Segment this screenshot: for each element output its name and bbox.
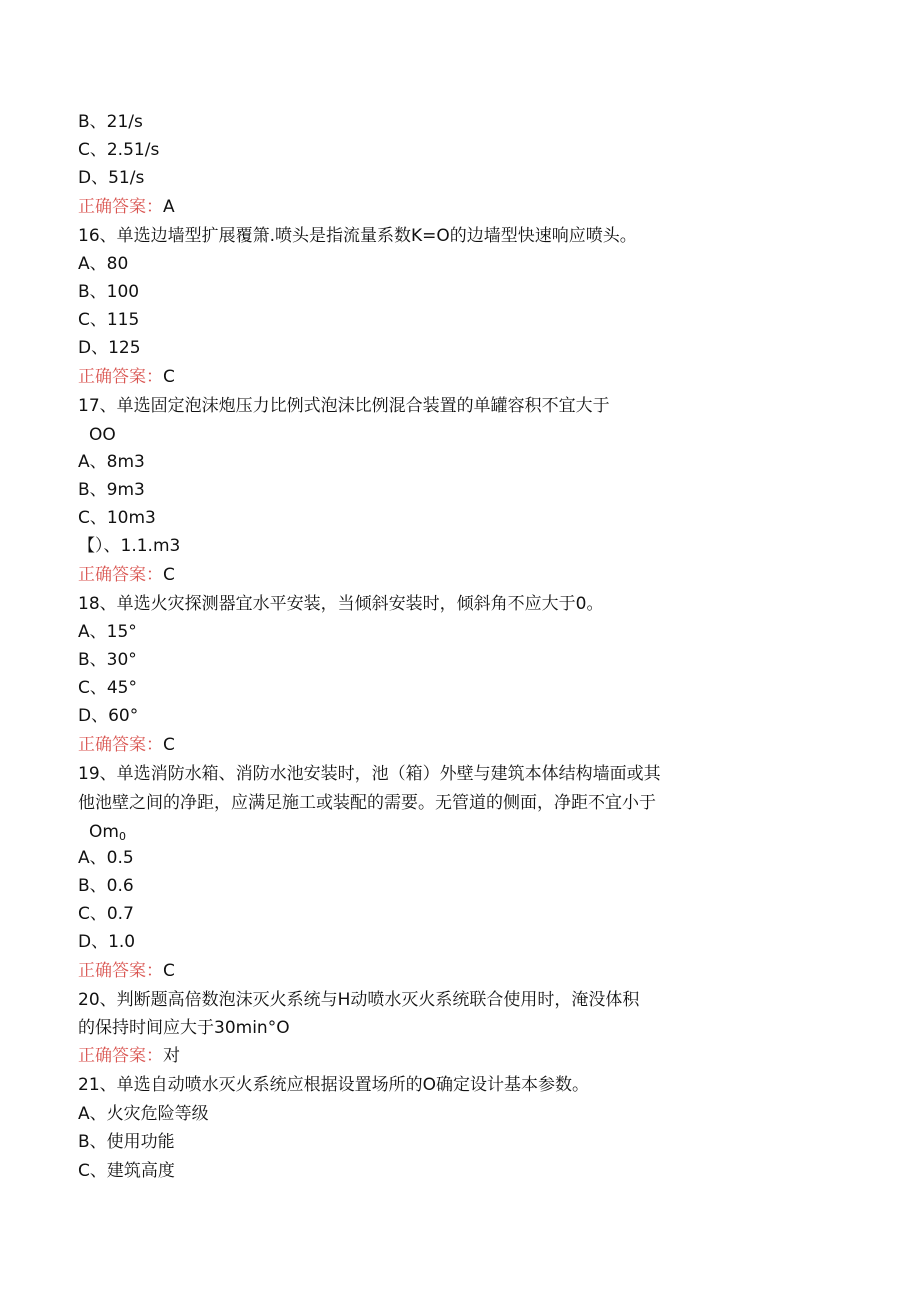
subscript-text: 0 — [118, 830, 126, 843]
option-line: C、2.51/s — [78, 140, 160, 160]
option-line: B、0.6 — [78, 876, 134, 896]
answer-value: C — [163, 735, 175, 755]
option-line: A、0.5 — [78, 848, 134, 868]
option-line: A、15° — [78, 622, 137, 642]
option-line: C、0.7 — [78, 904, 134, 924]
question-line: 他池壁之间的净距，应满足施工或装配的需要。无管道的侧面，净距不宜小于 — [78, 793, 656, 813]
option-line: B、30° — [78, 650, 137, 670]
option-line: C、45° — [78, 678, 138, 698]
answer-value: C — [163, 367, 175, 387]
option-line: C、115 — [78, 310, 140, 330]
option-line: D、1.0 — [78, 932, 136, 952]
answer-label: 正确答案： — [78, 961, 163, 981]
question-continuation: OO — [89, 425, 116, 445]
answer-label: 正确答案： — [78, 367, 163, 387]
continuation-text: Om — [89, 822, 119, 842]
option-line: D、51/s — [78, 168, 145, 188]
option-line: D、60° — [78, 706, 139, 726]
option-line: 【）、1.1.m3 — [78, 536, 181, 556]
option-line: B、21/s — [78, 112, 143, 132]
option-line: A、80 — [78, 254, 129, 274]
option-line: A、8m3 — [78, 452, 145, 472]
answer-line — [78, 366, 175, 388]
answer-value: 对 — [163, 1046, 180, 1066]
question-line: 18、单选火灾探测器宜水平安装，当倾斜安装时，倾斜角不应大于0。 — [78, 594, 604, 614]
answer-label: 正确答案： — [78, 197, 163, 217]
question-line: 20、判断题高倍数泡沫灭火系统与H动喷水灭火系统联合使用时，淹没体积 — [78, 990, 640, 1010]
option-line: A、火灾危险等级 — [78, 1104, 209, 1124]
option-line: B、100 — [78, 282, 140, 302]
option-line: D、125 — [78, 338, 141, 358]
question-line: 16、单选边墙型扩展覆箫.喷头是指流量系数K=O的边墙型快速响应喷头。 — [78, 226, 637, 246]
answer-label: 正确答案： — [78, 735, 163, 755]
question-line: 19、单选消防水箱、消防水池安装时，池（箱）外壁与建筑本体结构墙面或其 — [78, 764, 661, 784]
answer-line — [78, 564, 175, 586]
answer-label: 正确答案： — [78, 1046, 163, 1066]
option-line: C、建筑高度 — [78, 1161, 175, 1181]
question-line: 17、单选固定泡沫炮压力比例式泡沫比例混合装置的单罐容积不宜大于 — [78, 396, 610, 416]
option-line: B、9m3 — [78, 480, 145, 500]
answer-value: A — [163, 197, 175, 217]
question-continuation — [89, 821, 126, 848]
answer-value: C — [163, 565, 175, 585]
answer-line — [78, 196, 175, 218]
question-line: 的保持时间应大于30min°O — [78, 1018, 290, 1038]
answer-label: 正确答案： — [78, 565, 163, 585]
option-line: C、10m3 — [78, 508, 156, 528]
question-line: 21、单选自动喷水灭火系统应根据设置场所的O确定设计基本参数。 — [78, 1075, 590, 1095]
answer-line — [78, 960, 175, 982]
answer-line — [78, 1045, 180, 1067]
option-line: B、使用功能 — [78, 1132, 175, 1152]
answer-value: C — [163, 961, 175, 981]
answer-line — [78, 734, 175, 756]
